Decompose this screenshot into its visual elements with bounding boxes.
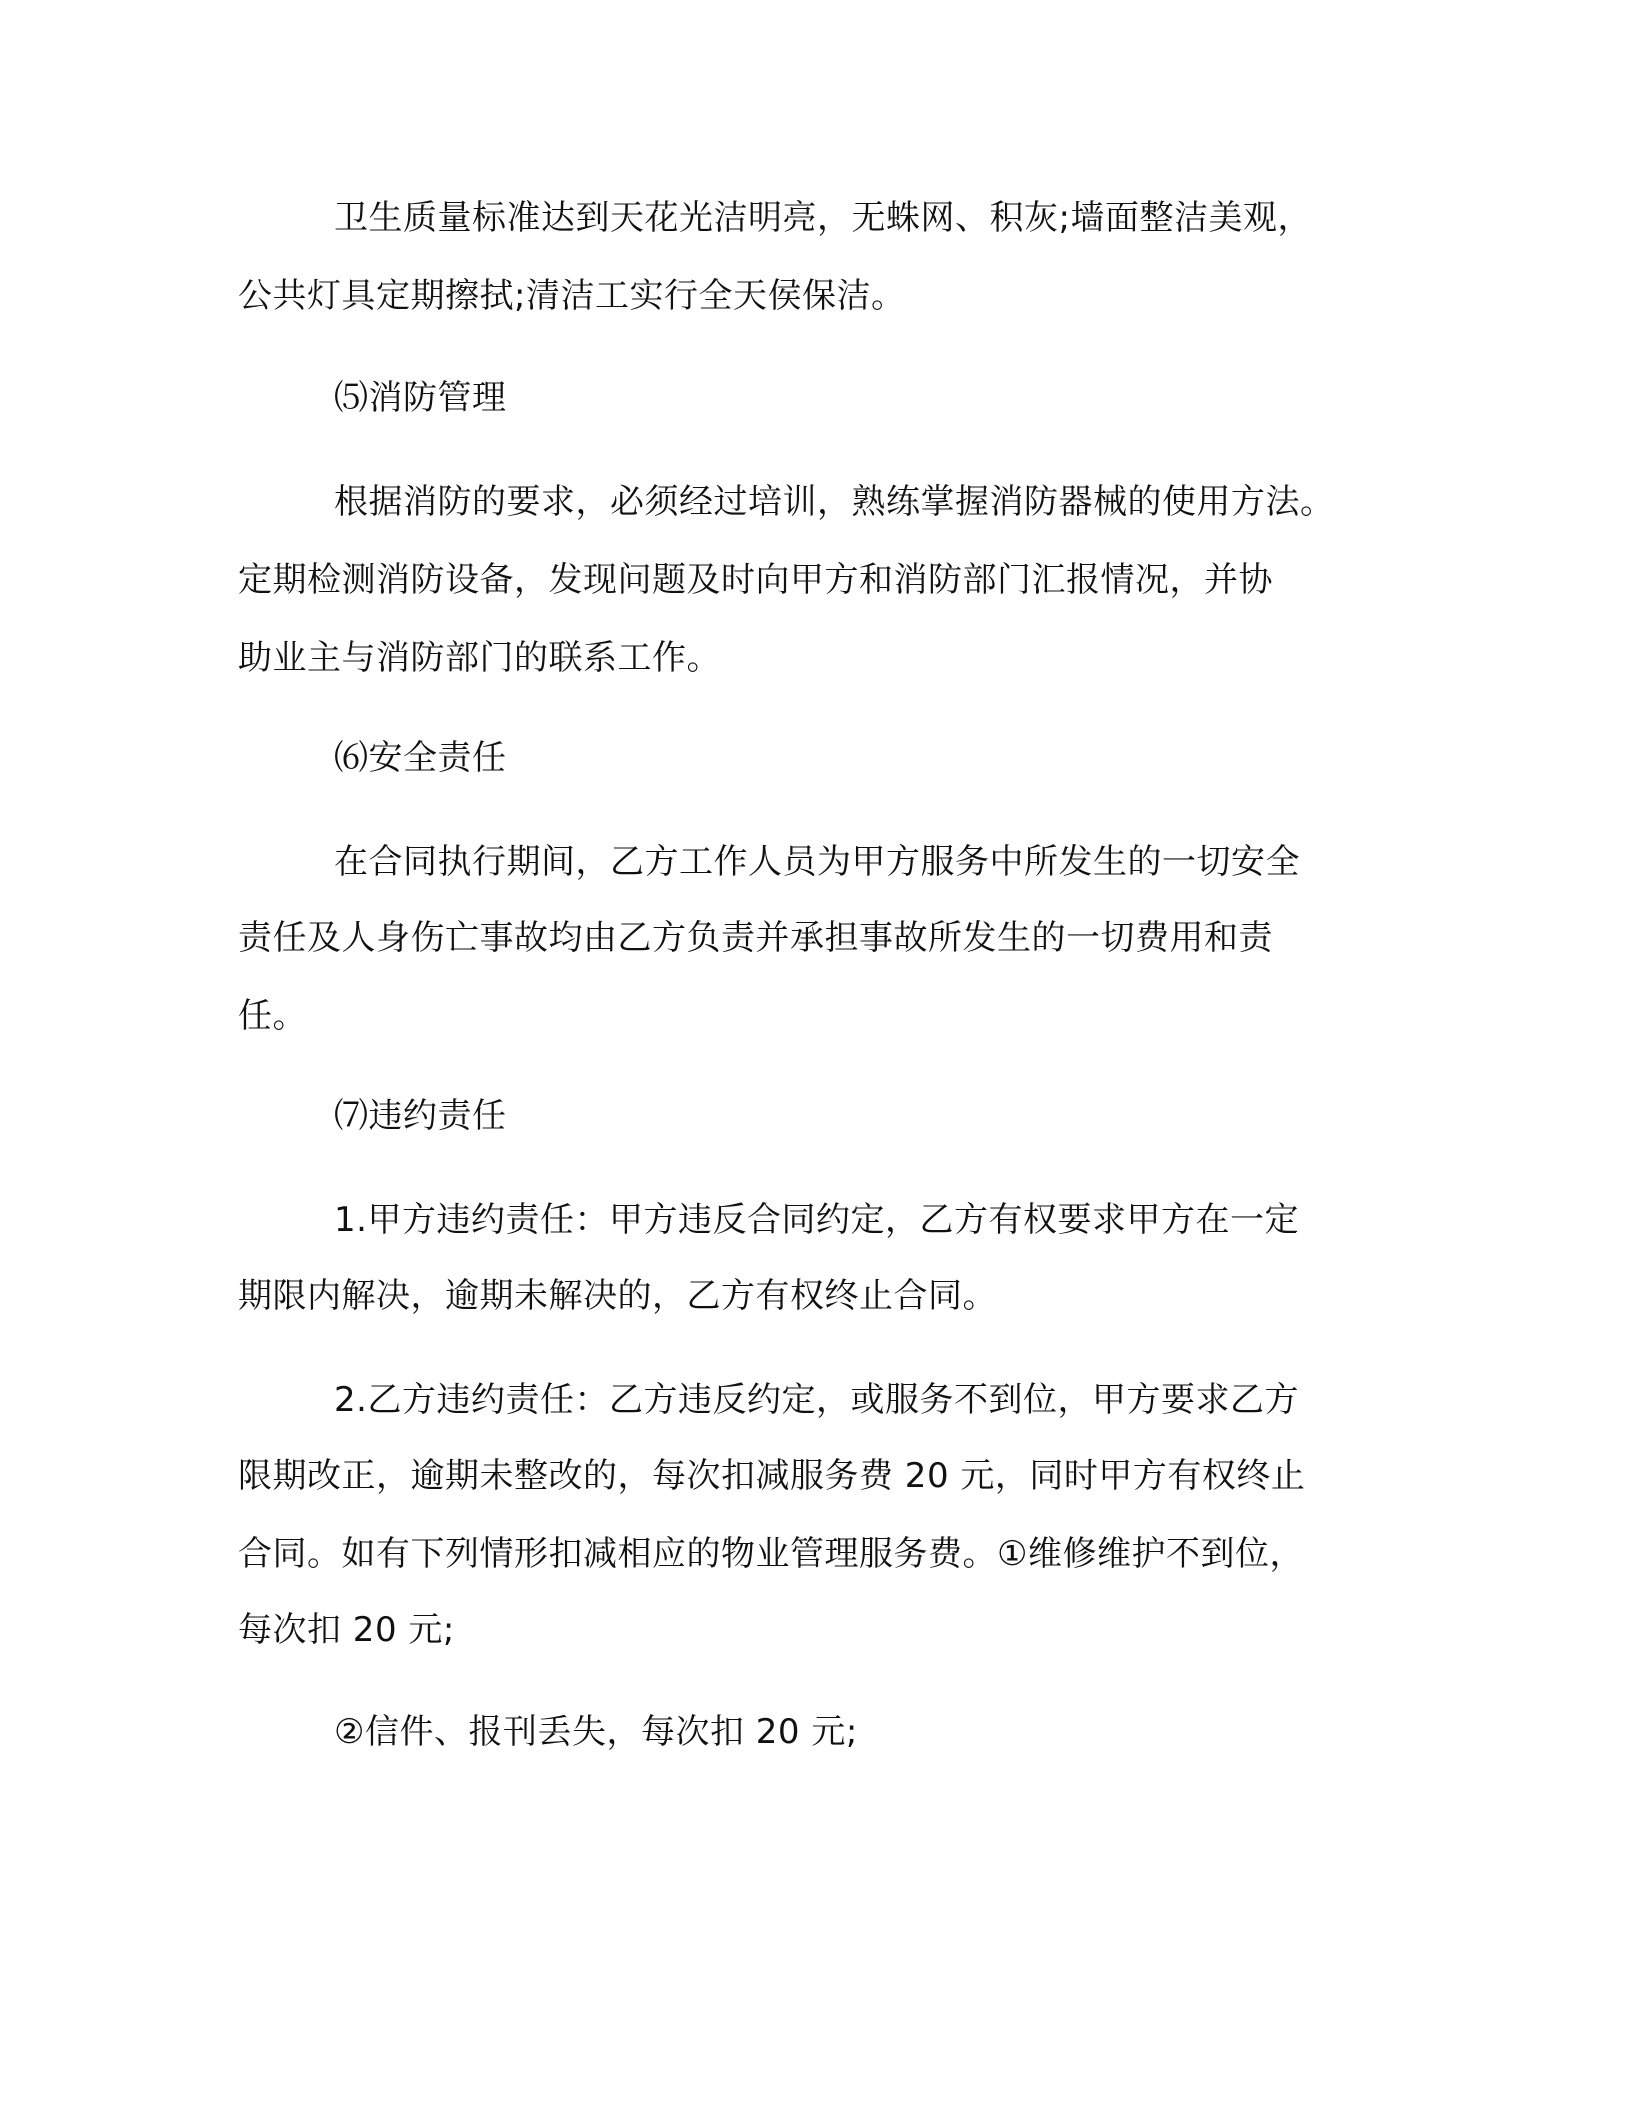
text-line: 责任及人身伤亡事故均由乙方负责并承担事故所发生的一切费用和责 [238, 918, 1273, 958]
text-line: ②信件、报刊丢失，每次扣 20 元; [334, 1712, 858, 1752]
text-line: 定期检测消防设备，发现问题及时向甲方和消防部门汇报情况，并协 [238, 560, 1273, 600]
text-line: 1.甲方违约责任：甲方违反合同约定，乙方有权要求甲方在一定 [334, 1200, 1299, 1240]
text-line: 任。 [238, 996, 307, 1036]
text-line: 期限内解决，逾期未解决的，乙方有权终止合同。 [238, 1276, 997, 1316]
text-line: 限期改正，逾期未整改的，每次扣减服务费 20 元，同时甲方有权终止 [238, 1456, 1306, 1496]
text-line: 合同。如有下列情形扣减相应的物业管理服务费。①维修维护不到位， [238, 1534, 1304, 1574]
text-line: 卫生质量标准达到天花光洁明亮，无蛛网、积灰;墙面整洁美观， [334, 198, 1312, 238]
section-heading-fire-management: ⑸消防管理 [334, 378, 507, 418]
text-line: 根据消防的要求，必须经过培训，熟练掌握消防器械的使用方法。 [334, 482, 1335, 522]
text-line: 在合同执行期间，乙方工作人员为甲方服务中所发生的一切安全 [334, 842, 1300, 882]
text-line: 助业主与消防部门的联系工作。 [238, 638, 721, 678]
text-line: 每次扣 20 元; [238, 1610, 455, 1650]
section-heading-breach-liability: ⑺违约责任 [334, 1096, 507, 1136]
text-line: 公共灯具定期擦拭;清洁工实行全天侯保洁。 [238, 276, 906, 316]
section-heading-safety-responsibility: ⑹安全责任 [334, 738, 507, 778]
text-line: 2.乙方违约责任：乙方违反约定，或服务不到位，甲方要求乙方 [334, 1380, 1299, 1420]
